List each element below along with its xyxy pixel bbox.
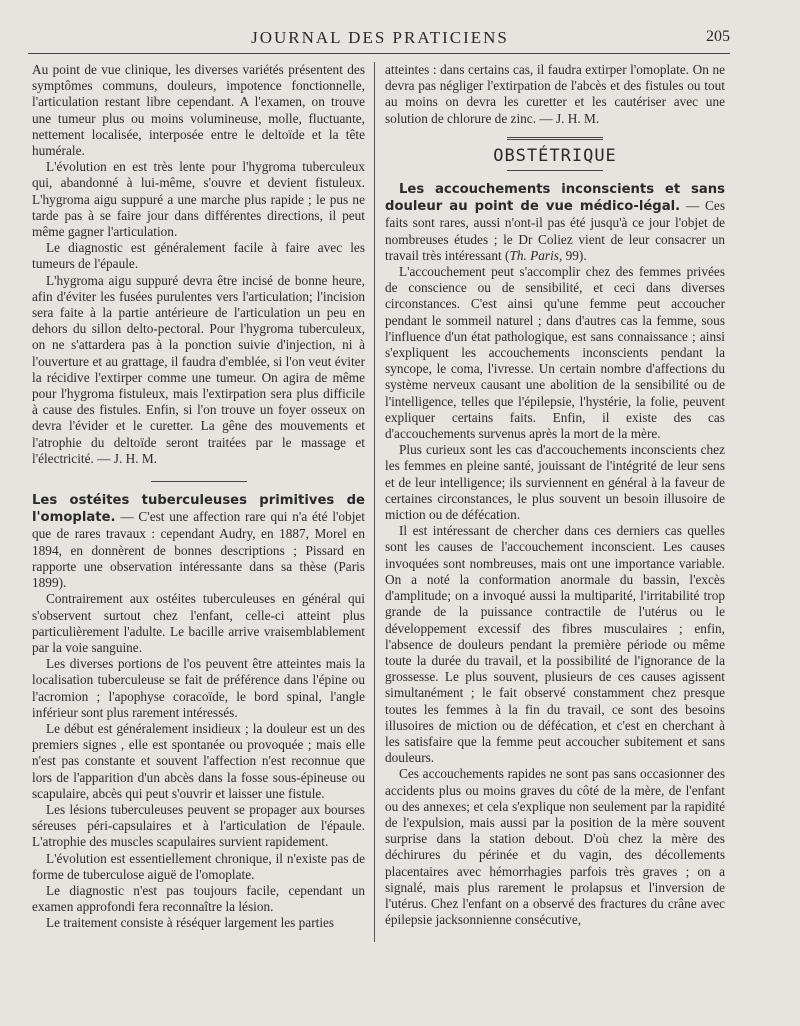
section-heading: OBSTÉTRIQUE (493, 145, 617, 166)
osteites-paragraph: Le diagnostic n'est pas toujours facile, cependant un examen approfondi fera reconnaître la lésion. (32, 882, 365, 915)
right-column (385, 62, 725, 928)
column-divider (374, 62, 375, 942)
left-column (32, 62, 365, 932)
spacer (32, 482, 365, 492)
hygroma-paragraph: Au point de vue clinique, les diverses variétés présentent des symptômes communs, douleurs, impotence fonctionnelle, l'articulation restant libre cependant. A l'examen, on trouve une tumeur plus ou moins volumineuse, molle, fluctuante, nettement localisée, interposée entre le deltoïde et la tête humérale. (32, 62, 365, 159)
spacer (32, 467, 365, 481)
osteites-paragraph: Les diverses portions de l'os peuvent être atteintes mais la localisation tuberculeuse se fait de préférence dans l'épine ou l'acromion ; l'apophyse coracoïde, le bord spinal, l'angle inférieur sont plus rarement intéressés. (32, 656, 365, 720)
osteites-paragraph: Le début est généralement insidieux ; la douleur est un des premiers signes , elle est spontanée ou provoquée ; mais elle n'est pas constante et souvent l'affection n'est reconnue que lors de l'apparition d'un abcès dans la fosse sous-épineuse ou scapulaire, abcès qui peut s'ouvrir et laisser une fistule. (32, 720, 365, 801)
osteites-article-title: Les ostéites tuberculeuses primitives de l'omoplate. (32, 493, 365, 526)
osteites-intro: — C'est une affection rare qui n'a été l'objet que de rares travaux : cependant Audry, en 1887, Morel en 1894, en donnèrent de bonnes descriptions ; Pissard en rapporte une observation intéressante dans sa thèse (Paris 1899). (32, 509, 365, 591)
accouchements-intro-paragraph (385, 181, 725, 264)
running-title: JOURNAL DES PRATICIENS (251, 28, 509, 47)
accouchements-article-title: Les accouchements inconscients et sans douleur au point de vue médico-légal. (385, 182, 725, 215)
accouchements-intro-b: , 99). (558, 247, 587, 263)
page-number: 205 (706, 28, 730, 45)
accouchements-intro-a: — Ces faits sont rares, aussi n'ont-il pas été jusqu'à ce jour l'objet de nombreuses études ; le Dr Coliez vient de leur consacrer un travail très intéressant ( (385, 198, 725, 263)
hygroma-paragraph: L'évolution en est très lente pour l'hygroma tuberculeux qui, abandonné à lui-même, s'ouvre et devient fistuleux. L'hygroma aigu suppuré a une marche plus rapide ; le pus ne tarde pas à se faire jour dans différentes directions, il peut même gagner l'articulation. (32, 159, 365, 240)
osteites-paragraph: Le traitement consiste à réséquer largement les parties (46, 915, 335, 931)
accouchements-paragraph: Plus curieux sont les cas d'accouchements inconscients chez les femmes en pleine santé, jouissant de l'intégrité de leur sens et de leur intelligence; ils surviennent en général à la faveur de certaines circonstances, le plus souvent un besoin illusoire de miction ou de défécation. (385, 442, 725, 523)
osteites-intro-paragraph (32, 492, 365, 591)
hygroma-paragraph: L'hygroma aigu suppuré devra être incisé de bonne heure, afin d'éviter les fusées purulentes vers l'articulation; l'incision sera faite à la partie antérieure de l'articulation un peu en dehors du sillon delto-pectoral. Pour l'hygroma tuberculeux, on ne s'attardera pas à la ponction suivie d'injection, ni à l'ouverture et au grattage, il faudra d'emblée, si l'on veut éviter la récidive l'extirper comme une tumeur. On agira de même pour l'hygroma fistuleux, mais l'extirpation sera plus difficile à cause des fistules. Enfin, si l'on trouve un foyer osseux on devra l'évider et le curetter. La gêne des mouvements et l'atrophie du deltoïde seront traitées par le massage et l'électricité. — J. H. M. (32, 272, 365, 466)
osteites-continuation: atteintes : dans certains cas, il faudra extirper l'omoplate. On ne devra pas négliger l'extirpation de l'abcès et des fistules ou tout au moins on devra les curetter et les cautériser avec une solution de chlorure de zinc. — J. H. M. (385, 62, 725, 126)
hygroma-paragraph: Le diagnostic est généralement facile à faire avec les tumeurs de l'épaule. (32, 240, 365, 272)
accouchements-paragraph: Il est intéressant de chercher dans ces derniers cas quelles sont les causes de l'accouchement inconscient. Les causes invoquées sont nombreuses, mais ont une importance variable. On a noté la conformation anormale du bassin, l'excès d'amplitude; on a invoqué aussi la multiparité, l'irritabilité trop grande de la puissance contractile de l'utérus ou le développement excessif des fibres musculaires ; enfin, l'absence de douleurs pendant la première période ou même toute la durée du travail, et la possibilité de l'ignorance de la grossesse. Le plus souvent, plusieurs de ces causes agissent simultanément ; le fait observé constamment chez presque toutes les femmes à la fin du travail, ce sont des besoins illusoires de miction ou de défécation, et c'est en cherchant à les satisfaire que la femme peut accoucher subitement et sans douleurs. (385, 523, 725, 766)
osteites-paragraph: Contrairement aux ostéites tuberculeuses en général qui s'observent surtout chez l'enfant, celle-ci atteint plus particulièrement l'adulte. Le bacille arrive vraisemblablement par la voie sanguine. (32, 591, 365, 655)
spacer (385, 127, 725, 137)
spacer (385, 171, 725, 181)
section-rule-top (507, 137, 603, 140)
osteites-paragraph: Les lésions tuberculeuses peuvent se propager aux bourses séreuses péri-capsulaires et à l'articulation de l'épaule. L'atrophie des muscles scapulaires survient rapidement. (32, 801, 365, 850)
thesis-reference: Th. Paris (509, 247, 559, 263)
header-rule (28, 53, 730, 54)
osteites-paragraph: L'évolution est essentiellement chronique, il n'existe pas de forme de tuberculose aiguë de l'omoplate. (32, 850, 365, 882)
accouchements-paragraph: Ces accouchements rapides ne sont pas sans occasionner des accidents plus ou moins graves du côté de la mère, de l'enfant ou des annexes; et cela s'explique non seulement par la rapidité de l'expulsion, mais aussi par la position de la mère souvent surprise dans la station debout. D'où chez la mère des déchirures du périnée et du vagin, des décollements placentaires avec hémorrhagies parfois très graves ; on a signalé, mais plus rarement le prolapsus et l'inversion de l'utérus. Chez l'enfant on a observé des fractures du crâne avec épilepsie jacksonnienne consécutive, (385, 766, 725, 928)
accouchements-paragraph: L'accouchement peut s'accomplir chez des femmes privées de conscience ou de sensibilité, et ceci dans diverses circonstances. C'est ainsi qu'une femme peut accoucher pendant le sommeil naturel ; dans d'autres cas la femme, sous l'influence d'un état pathologique, est sans connaissance ; ainsi s'expliquent les accouchements inconscients pendant la syncope, le coma, l'ivresse. Un certain nombre d'affections du système nerveux causant une abolition de la sensibilité ou de l'intelligence, telles que l'épilepsie, l'hystérie, la folie, peuvent expliquer certains faits. Enfin, il existe des cas d'accouchements survenus après la mort de la mère. (385, 264, 725, 442)
page-header (30, 28, 730, 52)
